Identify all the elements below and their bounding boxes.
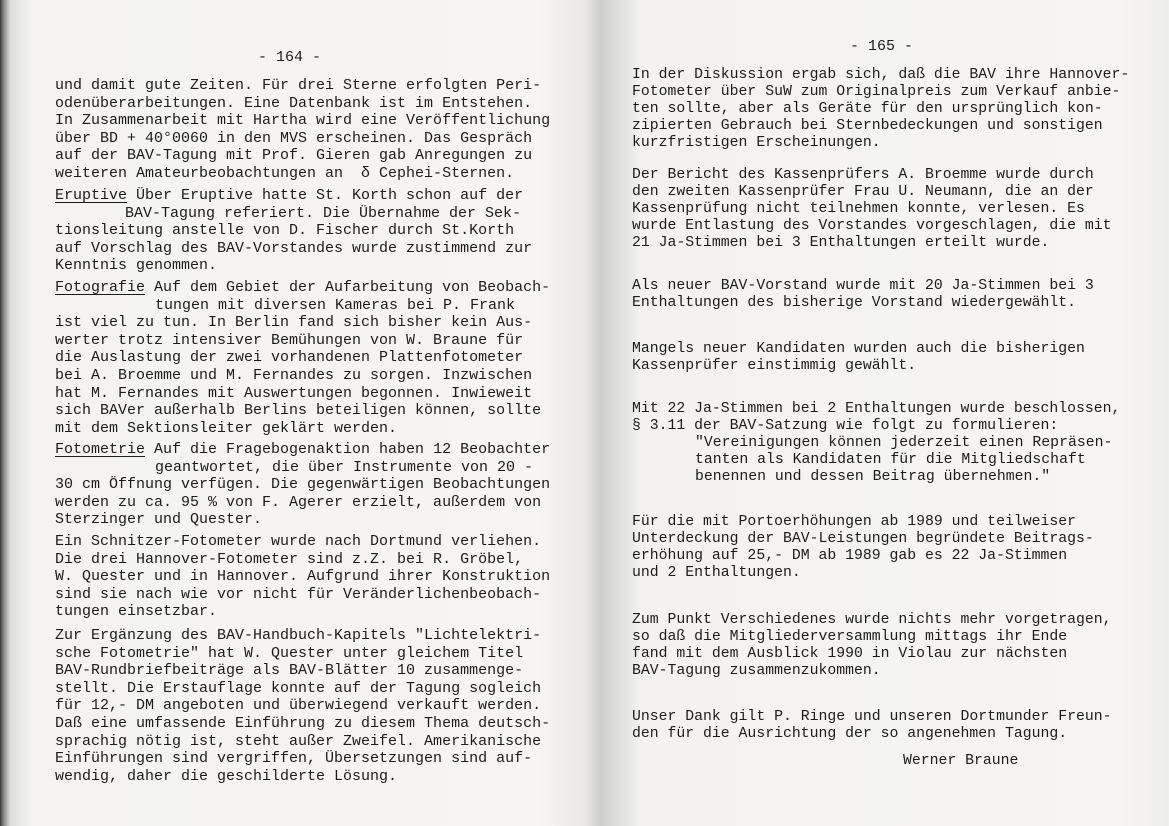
text-line: Einführungen sind vergriffen, Übersetzungen sind auf-: [55, 750, 533, 768]
text-line: tungen mit diversen Kameras bei P. Frank: [155, 296, 516, 314]
page-number: - 165 -: [850, 38, 914, 55]
text-line: W. Quester und in Hannover. Aufgrund ihrer Konstruktion: [55, 568, 551, 586]
text-line: zipierten Gebrauch bei Sternbedeckungen und sonstigen: [632, 117, 1103, 134]
text-line: tungen einsetzbar.: [55, 603, 218, 621]
text-line: weiteren Amateurbeobachtungen an δ Cephei-Sternen.: [55, 164, 515, 182]
text-line: "Vereinigungen können jederzeit einen Repräsen-: [695, 434, 1113, 451]
text-line: sich BAVer außerhalb Berlins beteiligen können, sollte: [55, 402, 542, 420]
text-line: mit dem Sektionsleiter geklärt werden.: [55, 419, 398, 437]
line-text: Über Eruptive hatte St. Korth schon auf der: [127, 187, 524, 204]
text-line: Mangels neuer Kandidaten wurden auch die bisherigen: [632, 341, 1085, 357]
text-line: den für die Ausrichtung der so angenehmen Tagung.: [632, 725, 1068, 742]
paragraph: [632, 278, 1094, 312]
text-line: fand mit dem Ausblick 1990 in Violau zur nächsten: [632, 645, 1068, 662]
text-line: erhöhung auf 25,- DM ab 1989 gab es 22 Ja-Stimmen: [632, 547, 1068, 564]
text-line: ten sollte, aber als Geräte für den ursprünglich kon-: [632, 100, 1103, 117]
text-line: kurzfristigen Erscheinungen.: [632, 134, 881, 151]
paragraph: [632, 514, 1094, 582]
paragraph: [632, 67, 1129, 151]
text-line: Kassenprüfer einstimmig gewählt.: [632, 357, 917, 374]
text-line: geantwortet, die über Instrumente von 20 -: [155, 458, 534, 476]
text-line: BAV-Tagung zusammenzukommen.: [632, 662, 881, 679]
text-line: Mit 22 Ja-Stimmen bei 2 Enthaltungen wurde beschlossen,: [632, 401, 1121, 417]
paragraph: [632, 341, 1085, 375]
text-line: [55, 187, 532, 205]
paragraph: [632, 612, 1112, 680]
text-line: Zur Ergänzung des BAV-Handbuch-Kapitels "Lichtelektri-: [55, 627, 542, 644]
text-line: 30 cm Öffnung verfügen. Die gegenwärtigen Beobachtungen: [55, 476, 551, 494]
text-line: wurde Entlastung des Vorstandes vorgeschlagen, die mit: [632, 217, 1112, 234]
text-line: den zweiten Kassenprüfer Frau U. Neumann, die an der: [632, 183, 1094, 200]
text-line: Der Bericht des Kassenprüfers A. Broemme wurde durch: [632, 167, 1094, 183]
text-line: In Zusammenarbeit mit Hartha wird eine Veröffentlichung: [55, 112, 551, 130]
paragraph: [55, 77, 550, 183]
text-line: die Auslastung der zwei vorhandenen Plattenfotometer: [55, 349, 524, 367]
text-line: werden zu ca. 95 % von F. Agerer erzielt, außerdem von: [55, 493, 542, 511]
text-line: Kenntnis genommen.: [55, 257, 218, 275]
text-line: Daß eine umfassende Einführung zu diesem Thema deutsch-: [55, 714, 551, 732]
text-line: Als neuer BAV-Vorstand wurde mit 20 Ja-Stimmen bei 3: [632, 278, 1094, 294]
text-line: Sterzinger und Quester.: [55, 511, 263, 529]
text-line: Ein Schnitzer-Fotometer wurde nach Dortmund verliehen.: [55, 533, 542, 550]
line-text: Auf dem Gebiet der Aufarbeitung von Beobach-: [145, 279, 551, 296]
text-line: sprachig nötig ist, steht außer Zweifel. Amerikanische: [55, 732, 542, 750]
text-line: tionsleitung anstelle von D. Fischer durch St.Korth: [55, 222, 515, 240]
text-line: und 2 Enthaltungen.: [632, 564, 801, 581]
line-text: Auf die Fragebogenaktion haben 12 Beobachter: [145, 441, 551, 458]
text-line: BAV-Tagung referiert. Die Übernahme der Sek-: [125, 204, 522, 222]
text-line: Die drei Hannover-Fotometer sind z.Z. bei R. Gröbel,: [55, 550, 524, 568]
text-line: [55, 279, 550, 297]
signature: Werner Braune: [903, 753, 1019, 769]
text-line: stellt. Die Erstauflage konnte auf der Tagung sogleich: [55, 679, 542, 697]
text-line: Für die mit Portoerhöhungen ab 1989 und teilweiser: [632, 514, 1076, 530]
paragraph: [632, 167, 1112, 251]
text-line: Unser Dank gilt P. Ringe und unseren Dortmunder Freun-: [632, 709, 1112, 725]
text-line: bei A. Broemme und M. Fernandes zu sorgen. Inzwischen: [55, 366, 533, 384]
text-line: Enthaltungen des bisherige Vorstand wiedergewählt.: [632, 294, 1076, 311]
text-line: hat M. Fernandes mit Auswertungen begonnen. Inwieweit: [55, 384, 533, 402]
section-heading: Eruptive: [55, 187, 128, 204]
text-line: wendig, daher die geschilderte Lösung.: [55, 767, 398, 785]
text-line: auf Vorschlag des BAV-Vorstandes wurde zustimmend zur: [55, 239, 533, 257]
text-line: sind sie nach wie vor nicht für Veränderlichenbeobach-: [55, 585, 542, 603]
text-line: auf der BAV-Tagung mit Prof. Gieren gab Anregungen zu: [55, 147, 533, 165]
text-line: über BD + 40°0060 in den MVS erscheinen. Das Gespräch: [55, 129, 533, 147]
text-line: In der Diskussion ergab sich, daß die BAV ihre Hannover-: [632, 67, 1130, 83]
page-165: [590, 0, 1169, 826]
text-line: tanten als Kandidaten für die Mitgliedschaft: [695, 451, 1086, 468]
text-line: BAV-Rundbriefbeiträge als BAV-Blätter 10 zusammenge-: [55, 662, 524, 680]
section-eruptive: [55, 187, 532, 275]
text-line: Zum Punkt Verschiedenes wurde nichts mehr vorgetragen,: [632, 612, 1112, 628]
text-line: Unterdeckung der BAV-Leistungen begründete Beitrags-: [632, 530, 1094, 547]
paragraph: [55, 533, 550, 621]
text-line: werter trotz intensiver Bemühungen von W. Braune für: [55, 331, 524, 349]
text-line: ist viel zu tun. In Berlin fand sich bisher kein Aus-: [55, 314, 533, 332]
paragraph: [632, 401, 1120, 485]
text-line: odenüberarbeitungen. Eine Datenbank ist im Entstehen.: [55, 94, 533, 112]
text-line: § 3.11 der BAV-Satzung wie folgt zu formulieren:: [632, 417, 1059, 434]
section-fotografie: [55, 279, 550, 437]
text-line: und damit gute Zeiten. Für drei Sterne erfolgten Peri-: [55, 77, 542, 94]
page-number: - 164 -: [258, 49, 322, 66]
text-line: benennen und dessen Beitrag übernehmen.": [695, 468, 1051, 485]
text-line: Fotometer über SuW zum Originalpreis zum Verkauf anbie-: [632, 83, 1121, 100]
text-line: für 12,- DM angeboten und überwiegend verkauft werden.: [55, 697, 542, 715]
text-line: Kassenprüfung nicht teilnehmen konnte, verlesen. Es: [632, 200, 1085, 217]
text-line: 21 Ja-Stimmen bei 3 Enthaltungen erteilt wurde.: [632, 234, 1050, 251]
paragraph: [55, 627, 550, 785]
text-line: [55, 441, 550, 459]
text-line: so daß die Mitgliederversammlung mittags ihr Ende: [632, 628, 1068, 645]
section-fotometrie: [55, 441, 550, 529]
paragraph: [632, 709, 1112, 743]
section-heading: Fotometrie: [55, 441, 146, 458]
section-heading: Fotografie: [55, 279, 146, 296]
text-line: sche Fotometrie" hat W. Quester unter gleichem Titel: [55, 644, 524, 662]
